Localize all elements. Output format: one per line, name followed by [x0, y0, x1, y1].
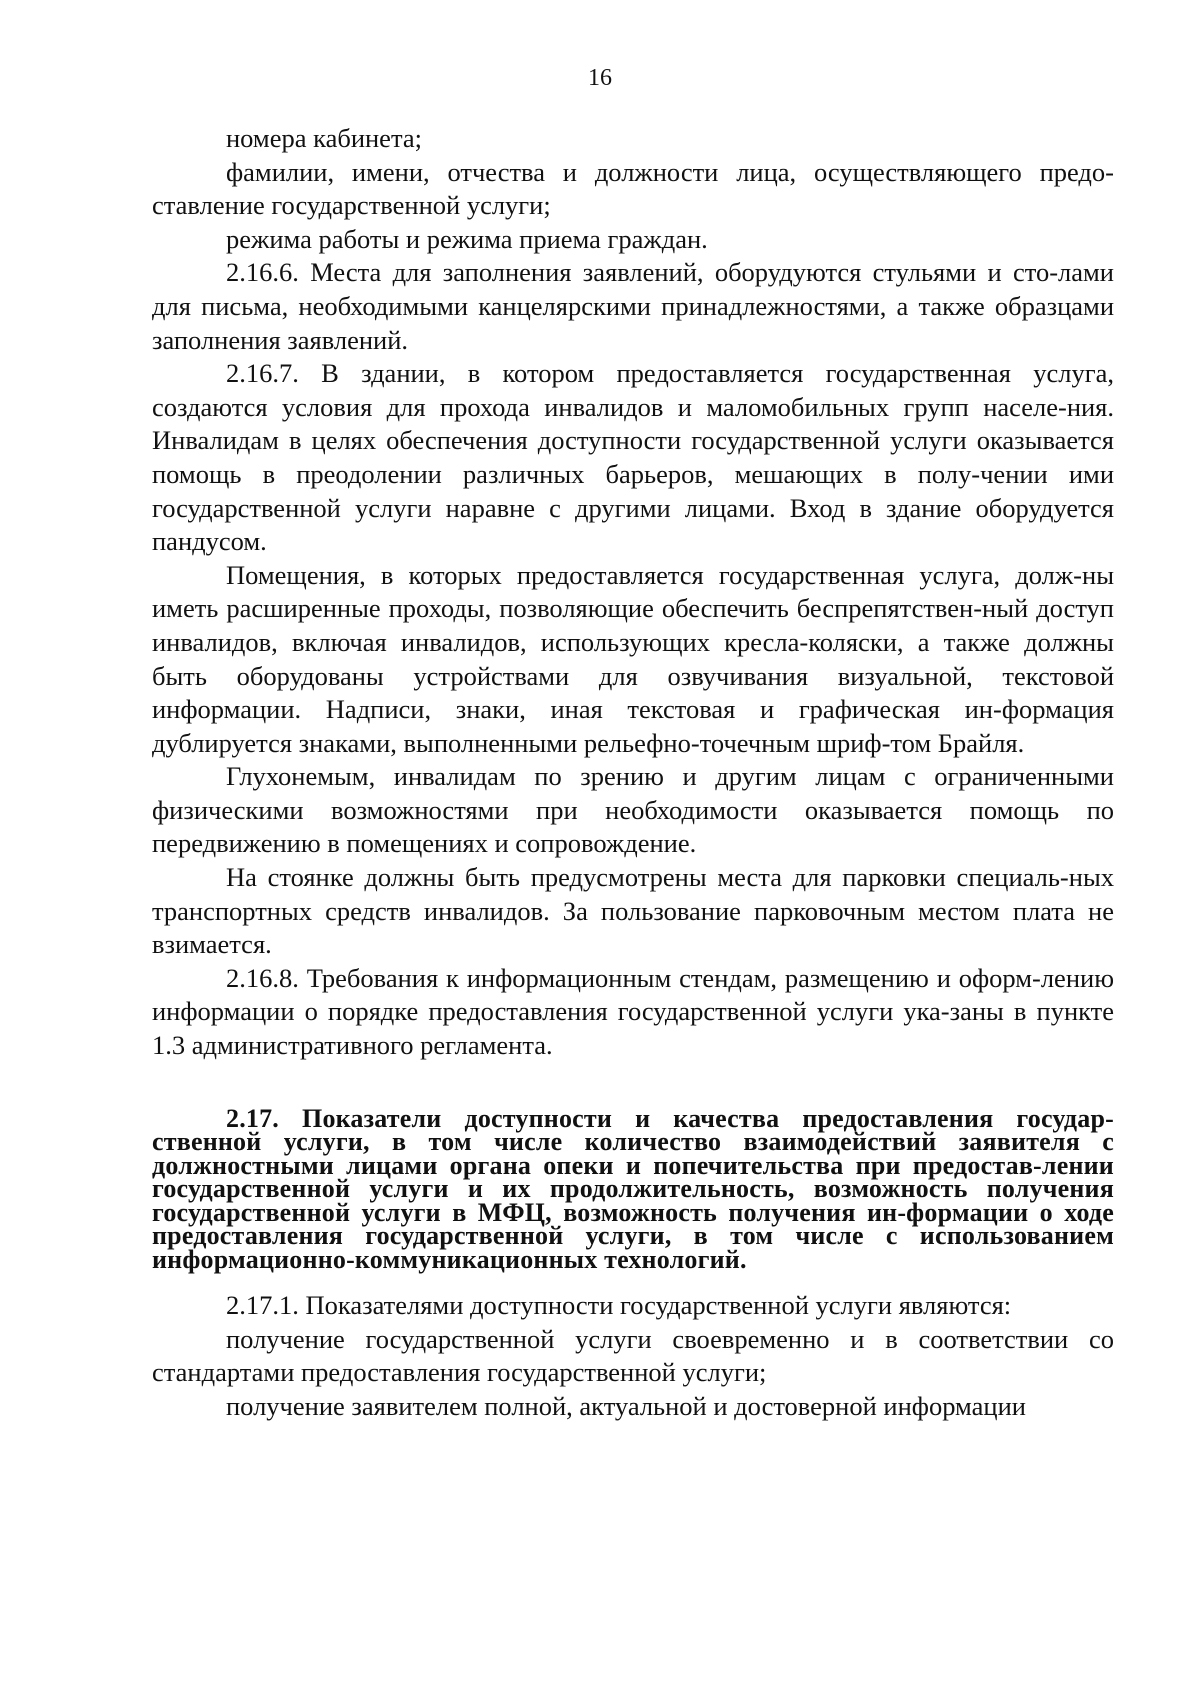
paragraph: номера кабинета; — [226, 123, 422, 153]
paragraph: фамилии, имени, отчества и должности лица, осуществляющего предо-ставление государственной услуги; — [152, 156, 1114, 221]
paragraph: режима работы и режима приема граждан. — [226, 223, 708, 254]
paragraph: 2.16.8. Требования к информационным стендам, размещению и оформ-лению информации о порядке предоставления государственной услуги ука-заны в пункте 1.3 административного регламента. — [152, 962, 1114, 1061]
paragraph: 2.16.6. Места для заполнения заявлений, оборудуются стульями и сто-лами для письма, необходимыми канцелярскими принадлежностями, а также образцами заполнения заявлений. — [152, 257, 1114, 355]
paragraph: 2.17.1. Показателями доступности государственной услуги являются: — [226, 1290, 1012, 1321]
page-number: 16 — [588, 65, 612, 91]
section-heading: 2.17. Показатели доступности и качества предоставления государ-ственной услуги, в том числе количество взаимодействий заявителя с должностными лицами органа опеки и попечительства при предостав-лении государственной услуги и их продолжительность, возможность получения государственной услуги в МФЦ, возможность получения ин-формации о ходе предоставления государственной услуги, в том числе с использованием информационно-коммуникационных технологий. — [152, 1103, 1114, 1274]
paragraph: 2.16.7. В здании, в котором предоставляется государственная услуга, создаются условия для прохода инвалидов и маломобильных групп населе-ния. Инвалидам в целях обеспечения доступности государственной услуги оказывается помощь в преодолении различных барьеров, мешающих в полу-чении ими государственной услуги наравне с другими лицами. Вход в здание оборудуется пандусом. — [152, 358, 1114, 557]
paragraph: На стоянке должны быть предусмотрены места для парковки специаль-ных транспортных средств инвалидов. За пользование парковочным местом плата не взимается. — [152, 862, 1114, 960]
paragraph: получение государственной услуги своевременно и в соответствии со стандартами предоставления государственной услуги; — [152, 1323, 1114, 1388]
paragraph: получение заявителем полной, актуальной и достоверной информации — [226, 1390, 1026, 1421]
document-body — [152, 122, 1114, 1424]
paragraph: Глухонемым, инвалидам по зрению и другим лицам с ограниченными физическими возможностями при необходимости оказывается помощь по передвижению в помещениях и сопровождение. — [152, 761, 1114, 859]
paragraph: Помещения, в которых предоставляется государственная услуга, долж-ны иметь расширенные проходы, позволяющие обеспечить беспрепятствен-ный доступ инвалидов, включая инвалидов, использующих кресла-коляски, а также должны быть оборудованы устройствами для озвучивания визуальной, текстовой информации. Надписи, знаки, иная текстовая и графическая ин-формация дублируется знаками, выполненными рельефно-точечным шриф-том Брайля. — [152, 559, 1114, 758]
